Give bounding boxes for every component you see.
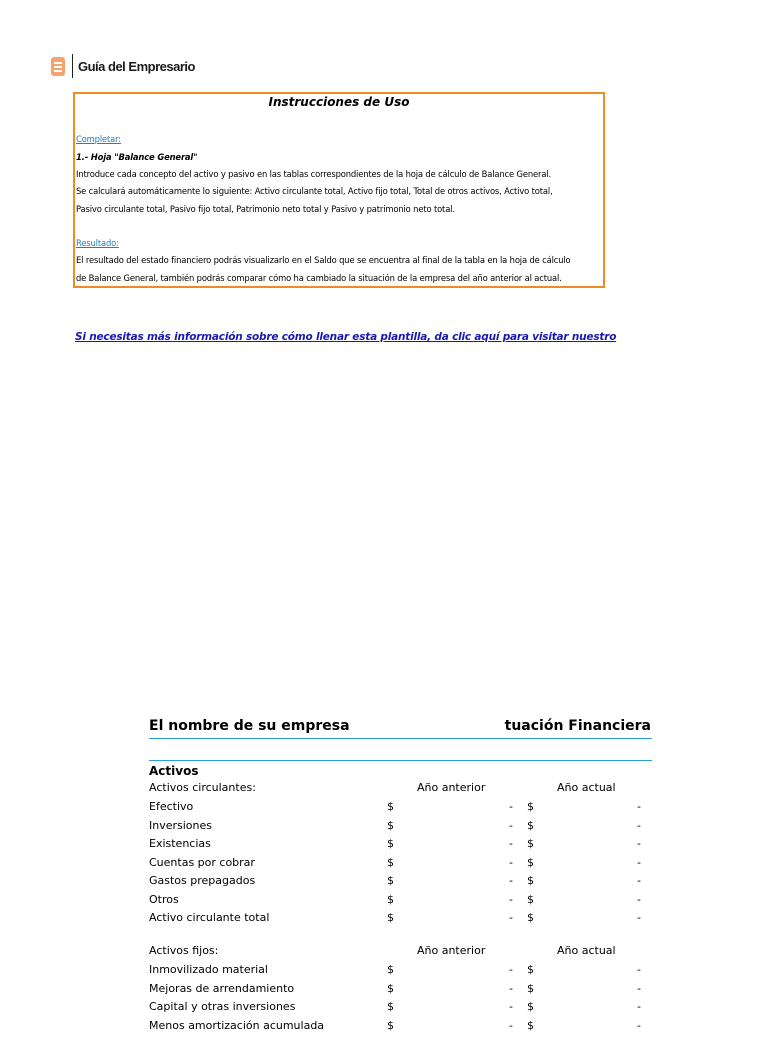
row-label: Gastos prepagados [149, 874, 256, 887]
table-row[interactable] [149, 819, 652, 837]
curr-year-value: - [637, 963, 641, 976]
currency-symbol: $ [387, 892, 394, 906]
document-icon [50, 55, 66, 77]
instructions-title: Instrucciones de Uso [268, 95, 410, 109]
currency-symbol: $ [387, 963, 394, 976]
step-title: 1.- Hoja "Balance General" [76, 152, 198, 162]
row-label: Otros [149, 892, 179, 906]
curr-year-value: - [637, 1000, 641, 1013]
row-label: Inmovilizado material [149, 963, 268, 976]
prev-year-value: - [509, 855, 513, 869]
more-info-link[interactable]: Si necesitas más información sobre cómo llenar esta plantilla, da clic aquí para visitar nuestro [75, 331, 617, 343]
row-label: Activo circulante total [149, 911, 270, 924]
resultado-link[interactable]: Resultado: [76, 238, 119, 248]
row-label: Inversiones [149, 818, 213, 832]
fixed-assets-header [149, 944, 652, 962]
header-rule-2 [149, 760, 652, 761]
currency-symbol: $ [387, 837, 394, 850]
prev-year-value: - [509, 911, 513, 924]
logo-divider [72, 54, 73, 78]
currency-symbol: $ [387, 855, 394, 869]
row-label: Menos amortización acumulada [149, 1018, 325, 1032]
row-label: Cuentas por cobrar [149, 855, 255, 869]
header-rule [149, 738, 652, 739]
prev-year-value: - [509, 1000, 513, 1013]
brand-logo[interactable] [50, 53, 195, 79]
prev-year-value: - [509, 818, 513, 832]
table-row[interactable] [149, 982, 652, 1000]
currency-symbol: $ [527, 800, 534, 813]
result-line-1: El resultado del estado financiero podrás visualizarlo en el Saldo que se encuentra al final de la tabla en la hoja de cálculo [76, 255, 571, 265]
completar-link[interactable]: Completar: [76, 134, 121, 144]
row-label: Capital y otras inversiones [149, 1000, 296, 1013]
table-row[interactable] [149, 856, 652, 874]
prev-year-value: - [509, 874, 513, 887]
table-row[interactable] [149, 800, 652, 818]
curr-year-value: - [637, 800, 641, 813]
prev-year-value: - [509, 800, 513, 813]
currency-symbol: $ [527, 837, 534, 850]
curr-year-value: - [637, 818, 641, 832]
curr-year-value: - [637, 874, 641, 887]
prev-year-value: - [509, 837, 513, 850]
currency-symbol: $ [387, 874, 394, 887]
table-row[interactable] [149, 911, 652, 929]
result-line-2: de Balance General, también podrás comparar cómo ha cambiado la situación de la empresa del año anterior al actual. [76, 273, 562, 283]
currency-symbol: $ [527, 1000, 534, 1013]
section-activos: Activos [149, 764, 199, 778]
fixed-assets-label: Activos fijos: [149, 944, 219, 957]
prev-year-value: - [509, 981, 513, 995]
table-row[interactable] [149, 893, 652, 911]
currency-symbol: $ [527, 874, 534, 887]
prev-year-value: - [509, 892, 513, 906]
currency-symbol: $ [527, 855, 534, 869]
curr-year-value: - [637, 855, 641, 869]
currency-symbol: $ [387, 981, 394, 995]
col-curr-year: Año actual [557, 781, 616, 794]
col-prev-year: Año anterior [417, 944, 486, 957]
row-label: Efectivo [149, 800, 194, 813]
sheet-title: tuación Financiera [504, 718, 651, 734]
current-assets-label: Activos circulantes: [149, 781, 256, 794]
currency-symbol: $ [527, 963, 534, 976]
currency-symbol: $ [387, 800, 394, 813]
currency-symbol: $ [387, 1000, 394, 1013]
instructions-box [73, 92, 605, 288]
currency-symbol: $ [387, 911, 394, 924]
company-name: El nombre de su empresa [149, 718, 350, 734]
table-row[interactable] [149, 1019, 652, 1037]
current-assets-header [149, 781, 652, 799]
prev-year-value: - [509, 963, 513, 976]
currency-symbol: $ [527, 1018, 534, 1032]
currency-symbol: $ [387, 1018, 394, 1032]
table-row[interactable] [149, 874, 652, 892]
instruction-line-2: Se calculará automáticamente lo siguiente: Activo circulante total, Activo fijo total, Total de otros activos, Activo total, [76, 186, 553, 196]
currency-symbol: $ [527, 981, 534, 995]
instruction-line-3: Pasivo circulante total, Pasivo fijo total, Patrimonio neto total y Pasivo y patrimonio neto total. [76, 204, 455, 214]
curr-year-value: - [637, 837, 641, 850]
curr-year-value: - [637, 981, 641, 995]
currency-symbol: $ [387, 818, 394, 832]
curr-year-value: - [637, 1018, 641, 1032]
instruction-line-1: Introduce cada concepto del activo y pasivo en las tablas correspondientes de la hoja de cálculo de Balance General. [76, 169, 551, 179]
row-label: Mejoras de arrendamiento [149, 981, 295, 995]
row-label: Existencias [149, 837, 211, 850]
curr-year-value: - [637, 911, 641, 924]
table-row[interactable] [149, 1000, 652, 1018]
currency-symbol: $ [527, 892, 534, 906]
curr-year-value: - [637, 892, 641, 906]
col-prev-year: Año anterior [417, 781, 486, 794]
currency-symbol: $ [527, 818, 534, 832]
col-curr-year: Año actual [557, 944, 616, 957]
prev-year-value: - [509, 1018, 513, 1032]
table-row[interactable] [149, 963, 652, 981]
currency-symbol: $ [527, 911, 534, 924]
table-row[interactable] [149, 837, 652, 855]
brand-name: Guía del Empresario [78, 58, 195, 74]
